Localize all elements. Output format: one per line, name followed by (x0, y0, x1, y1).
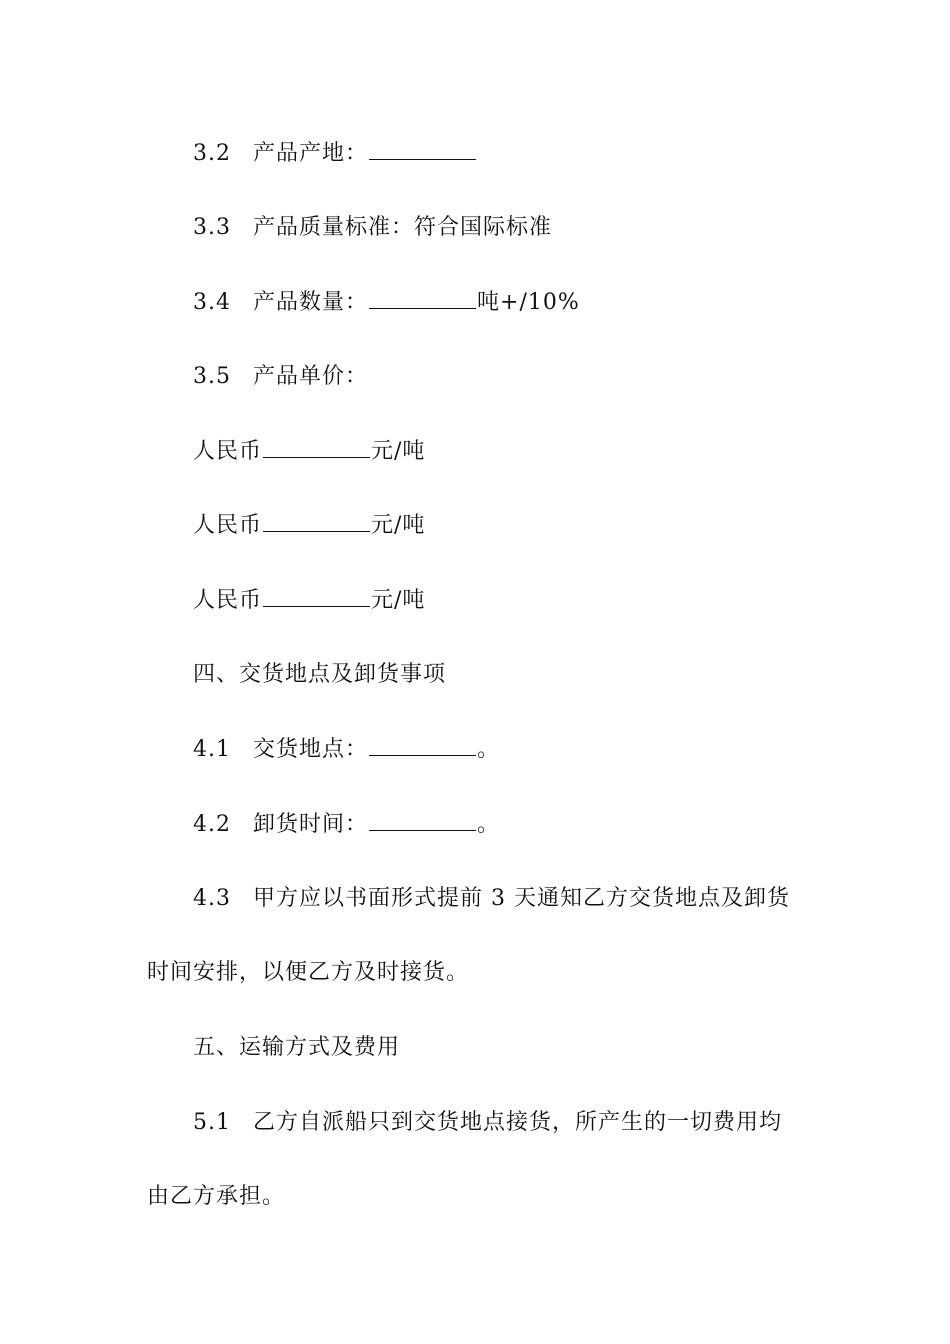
clause-text: 交货地点： (253, 737, 369, 762)
clause-text: 乙方自派船只到交货地点接货，所产生的一切费用均 (253, 1110, 783, 1135)
fill-in-blank (369, 812, 476, 831)
price-prefix: 人民币 (193, 588, 263, 613)
fill-in-blank (263, 588, 370, 607)
clause-text: 产品质量标准：符合国际标准 (253, 215, 553, 240)
fill-in-blank (369, 737, 476, 756)
clause-number: 4.2 (193, 812, 231, 837)
clause-number: 3.2 (193, 141, 231, 166)
fill-in-blank (369, 290, 476, 309)
price-line-3 (193, 586, 817, 616)
clause-number: 3.3 (193, 215, 231, 240)
clause-suffix: 。 (477, 737, 501, 762)
section-heading-4 (193, 660, 817, 690)
price-line-1 (193, 437, 817, 467)
price-line-2 (193, 511, 817, 541)
clause-4-2 (193, 810, 817, 840)
clause-text: 产品产地： (253, 141, 369, 166)
clause-number: 5.1 (193, 1110, 231, 1135)
fill-in-blank (263, 513, 370, 532)
clause-number: 4.3 (193, 886, 231, 911)
price-suffix: 元/吨 (371, 588, 426, 613)
clause-text: 时间安排，以便乙方及时接货。 (147, 960, 470, 985)
clause-4-1 (193, 735, 817, 765)
clause-3-2 (193, 139, 817, 169)
price-prefix: 人民币 (193, 513, 263, 538)
clause-3-5 (193, 362, 817, 392)
clause-5-1-continued (147, 1182, 817, 1212)
clause-suffix: 吨+/10% (477, 290, 580, 315)
clause-text: 由乙方承担。 (147, 1184, 286, 1209)
clause-text: 产品单价： (253, 364, 369, 389)
fill-in-blank (369, 141, 476, 160)
section-heading-5 (193, 1033, 817, 1063)
clause-3-4 (193, 288, 817, 318)
clause-text: 产品数量： (253, 290, 369, 315)
price-prefix: 人民币 (193, 439, 263, 464)
section-heading-text: 五、运输方式及费用 (193, 1035, 401, 1060)
fill-in-blank (263, 439, 370, 458)
clause-number: 3.5 (193, 364, 231, 389)
clause-4-3 (193, 884, 817, 914)
clause-5-1 (193, 1108, 817, 1138)
section-heading-text: 四、交货地点及卸货事项 (193, 662, 447, 687)
clause-suffix: 。 (477, 812, 501, 837)
clause-text: 甲方应以书面形式提前 3 天通知乙方交货地点及卸货 (253, 886, 790, 911)
clause-text: 卸货时间： (253, 812, 369, 837)
clause-3-3 (193, 213, 817, 243)
price-suffix: 元/吨 (371, 439, 426, 464)
clause-number: 3.4 (193, 290, 231, 315)
price-suffix: 元/吨 (371, 513, 426, 538)
clause-4-3-continued (147, 958, 817, 988)
clause-number: 4.1 (193, 737, 231, 762)
